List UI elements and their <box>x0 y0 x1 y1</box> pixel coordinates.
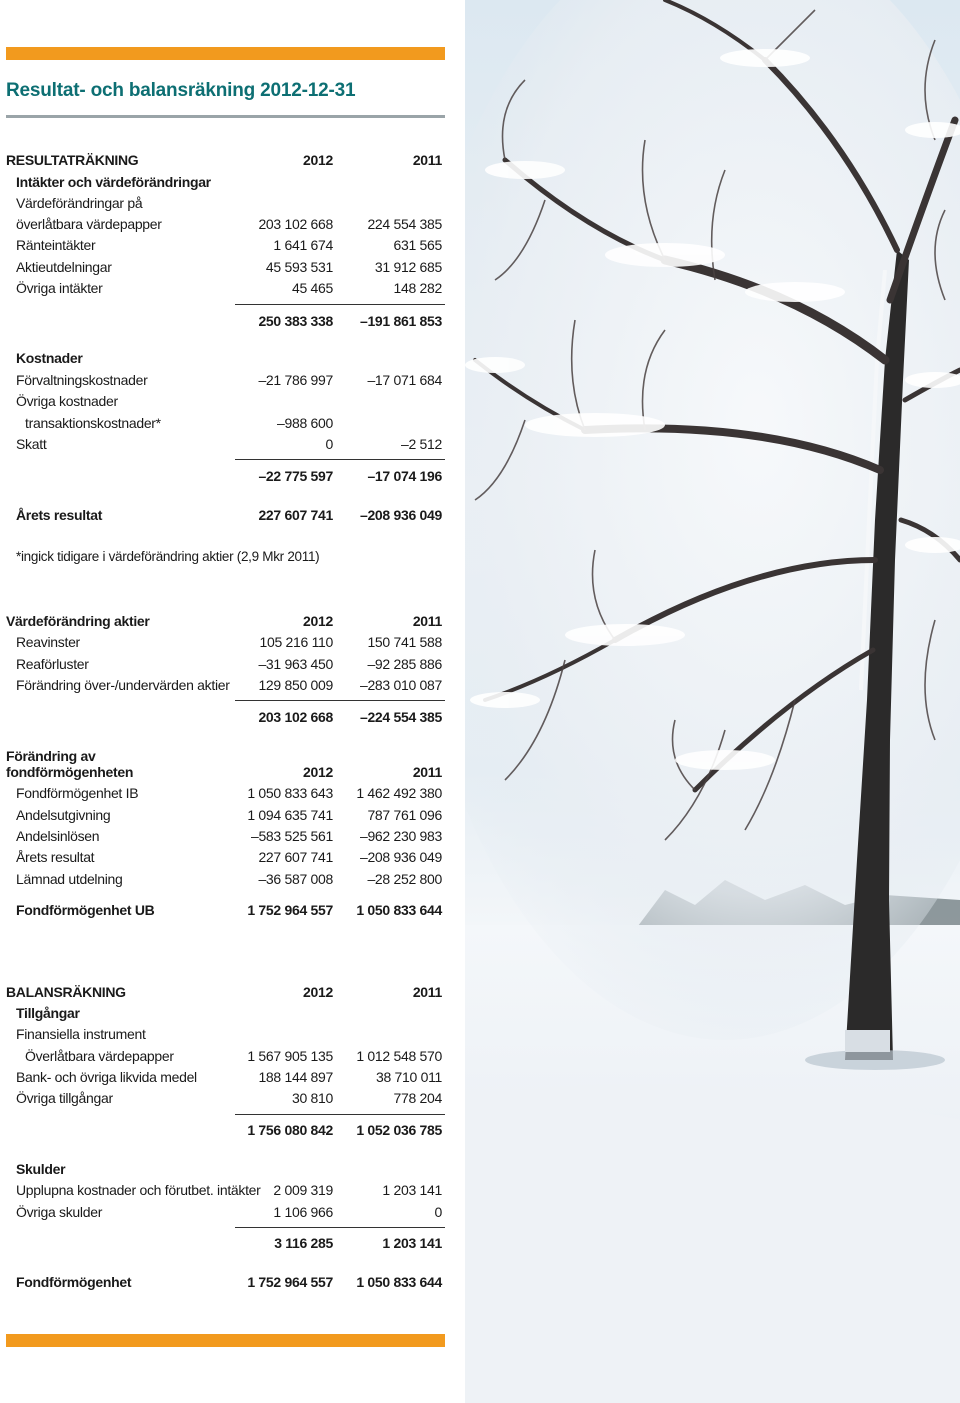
net-result-row <box>6 505 445 525</box>
fund-ub-row <box>6 900 445 920</box>
table-row <box>6 235 445 255</box>
row-label: Bank- och övriga likvida medel <box>16 1069 197 1085</box>
year-col-1: 2012 <box>303 764 333 780</box>
value-2012: 227 607 741 <box>258 849 333 865</box>
bottom-accent-bar <box>6 1334 445 1347</box>
row-label: Ränteintäkter <box>16 237 96 253</box>
table-row <box>6 214 445 234</box>
value-2011: –28 252 800 <box>367 871 442 887</box>
table-row <box>6 413 445 433</box>
value-2011: 1 012 548 570 <box>356 1048 442 1064</box>
table-row <box>6 1180 445 1200</box>
income-subheading <box>6 172 445 192</box>
value-2012: 1 567 905 135 <box>247 1048 333 1064</box>
value-2012: 203 102 668 <box>258 216 333 232</box>
value-changes-label-row <box>6 193 445 213</box>
sum-rule <box>235 1227 445 1228</box>
row-label: Värdeförändringar på <box>16 195 143 211</box>
table-row <box>6 257 445 277</box>
year-col-1: 2012 <box>303 613 333 629</box>
page-title: Resultat- och balansräkning 2012-12-31 <box>6 80 356 101</box>
table-row <box>6 1067 445 1087</box>
snowy-tree-illustration <box>465 0 960 1403</box>
assets-sum-row <box>6 1120 445 1140</box>
table-row <box>6 434 445 454</box>
sum-rule <box>235 304 445 305</box>
row-label: Förändring över-/undervärden aktier <box>16 677 230 693</box>
value-2012: 1 641 674 <box>273 237 333 253</box>
value-2011: –92 285 886 <box>367 656 442 672</box>
value-2011: –17 071 684 <box>367 372 442 388</box>
value-2012: 30 810 <box>291 1090 333 1106</box>
row-label: Reaförluster <box>16 656 89 672</box>
value-2011: –224 554 385 <box>359 709 442 725</box>
row-label: Andelsutgivning <box>16 807 111 823</box>
row-label: Fondförmögenhet IB <box>16 785 139 801</box>
table-row <box>6 654 445 674</box>
assets-heading <box>6 1003 445 1023</box>
sum-rule <box>235 700 445 701</box>
row-label: Överlåtbara värdepapper <box>25 1048 174 1064</box>
top-accent-bar <box>6 47 445 60</box>
table-row <box>6 1202 445 1222</box>
value-2011: –17 074 196 <box>367 468 442 484</box>
balance-sheet-header <box>6 982 445 1002</box>
row-label: Övriga kostnader <box>16 393 118 409</box>
value-2012: 188 144 897 <box>258 1069 333 1085</box>
year-col-2: 2011 <box>412 152 442 168</box>
section-heading: BALANSRÄKNING <box>6 984 126 1000</box>
value-2012: 1 756 080 842 <box>247 1122 333 1138</box>
share-value-change-header <box>6 611 445 631</box>
value-2011: 0 <box>434 1204 442 1220</box>
value-2011: –208 936 049 <box>359 849 442 865</box>
table-row <box>6 783 445 803</box>
row-label: Årets resultat <box>16 849 95 865</box>
table-row <box>6 805 445 825</box>
row-label: Finansiella instrument <box>16 1026 146 1042</box>
value-2012: 129 850 009 <box>258 677 333 693</box>
value-2011: 1 050 833 644 <box>356 1274 442 1290</box>
table-row <box>6 1088 445 1108</box>
value-2012: 1 752 964 557 <box>247 902 333 918</box>
value-2011: –283 010 087 <box>359 677 442 693</box>
footnote-text: *ingick tidigare i värdeförändring aktier (2,9 Mkr 2011) <box>16 549 320 564</box>
row-label: Årets resultat <box>16 507 103 523</box>
liabilities-sum-row <box>6 1233 445 1253</box>
value-2012: –988 600 <box>277 415 333 431</box>
value-2012: 250 383 338 <box>258 313 333 329</box>
value-2012: 1 094 635 741 <box>247 807 333 823</box>
table-row <box>6 826 445 846</box>
value-2011: 1 050 833 644 <box>356 902 442 918</box>
year-col-1: 2012 <box>303 152 333 168</box>
row-label: Lämnad utdelning <box>16 871 123 887</box>
value-2012: –22 775 597 <box>258 468 333 484</box>
section-heading: RESULTATRÄKNING <box>6 152 139 168</box>
value-2011: –191 861 853 <box>359 313 442 329</box>
value-2012: –21 786 997 <box>258 372 333 388</box>
snowy-tree-photo <box>465 0 960 1403</box>
costs-heading <box>6 348 445 368</box>
value-2012: 2 009 319 <box>273 1182 333 1198</box>
liabilities-heading <box>6 1159 445 1179</box>
row-label: Skulder <box>16 1161 66 1177</box>
footnote <box>6 547 445 567</box>
share-value-sum-row <box>6 707 445 727</box>
value-2012: 203 102 668 <box>258 709 333 725</box>
value-2011: 631 565 <box>393 237 442 253</box>
row-label: överlåtbara värdepapper <box>16 216 162 232</box>
value-2011: 150 741 588 <box>367 634 442 650</box>
value-2012: –583 525 561 <box>250 828 333 844</box>
row-label: Förvaltningskostnader <box>16 372 148 388</box>
value-2012: 227 607 741 <box>258 507 333 523</box>
row-label: Övriga skulder <box>16 1204 103 1220</box>
row-label: Skatt <box>16 436 47 452</box>
value-2011: 787 761 096 <box>367 807 442 823</box>
row-label: Fondförmögenhet UB <box>16 902 155 918</box>
row-label: Aktieutdelningar <box>16 259 112 275</box>
value-2012: 105 216 110 <box>259 634 333 650</box>
row-label: transaktionskostnader* <box>25 415 161 431</box>
table-row <box>6 1046 445 1066</box>
value-2011: 148 282 <box>393 280 442 296</box>
value-2011: –962 230 983 <box>359 828 442 844</box>
value-2012: –31 963 450 <box>258 656 333 672</box>
section-heading: fondförmögenheten <box>6 764 134 780</box>
row-label: Andelsinlösen <box>16 828 100 844</box>
table-row <box>6 847 445 867</box>
value-2011: 1 203 141 <box>382 1182 442 1198</box>
table-row <box>6 675 445 695</box>
value-2011: 1 203 141 <box>382 1235 442 1251</box>
value-2011: 1 462 492 380 <box>356 785 442 801</box>
table-row <box>6 869 445 889</box>
year-col-1: 2012 <box>303 984 333 1000</box>
fund-assets-row <box>6 1272 445 1292</box>
year-col-2: 2011 <box>412 613 442 629</box>
year-col-2: 2011 <box>412 764 442 780</box>
title-divider <box>6 115 445 118</box>
value-2012: 1 752 964 557 <box>247 1274 333 1290</box>
costs-sum-row <box>6 466 445 486</box>
financial-instruments-label-row <box>6 1024 445 1044</box>
row-label: Övriga tillgångar <box>16 1090 113 1106</box>
year-col-2: 2011 <box>412 984 442 1000</box>
row-label: Reavinster <box>16 634 80 650</box>
other-costs-label-row <box>6 391 445 411</box>
value-2011: 31 912 685 <box>374 259 442 275</box>
income-statement-header <box>6 150 445 170</box>
value-2012: 45 593 531 <box>265 259 333 275</box>
row-label: Kostnader <box>16 350 83 366</box>
row-label: Övriga intäkter <box>16 280 103 296</box>
table-row <box>6 632 445 652</box>
value-2011: 778 204 <box>393 1090 442 1106</box>
value-2011: –2 512 <box>400 436 442 452</box>
row-label: Intäkter och värdeförändringar <box>16 174 211 190</box>
value-2012: –36 587 008 <box>258 871 333 887</box>
section-heading: Förändring av <box>6 748 96 764</box>
value-2011: –208 936 049 <box>359 507 442 523</box>
table-row <box>6 278 445 298</box>
value-2011: 38 710 011 <box>375 1069 442 1085</box>
sum-rule <box>235 459 445 460</box>
row-label: Fondförmögenhet <box>16 1274 132 1290</box>
sum-rule <box>235 1114 445 1115</box>
value-2011: 224 554 385 <box>367 216 442 232</box>
value-2012: 1 050 833 643 <box>247 785 333 801</box>
value-2012: 45 465 <box>291 280 333 296</box>
table-row <box>6 370 445 390</box>
row-label: Upplupna kostnader och förutbet. intäkter <box>16 1182 261 1198</box>
row-label: Tillgångar <box>16 1005 80 1021</box>
value-2012: 0 <box>325 436 333 452</box>
section-heading: Värdeförändring aktier <box>6 613 150 629</box>
value-2011: 1 052 036 785 <box>356 1122 442 1138</box>
value-2012: 3 116 285 <box>274 1235 333 1251</box>
value-2012: 1 106 966 <box>273 1204 333 1220</box>
income-sum-row <box>6 311 445 331</box>
fund-change-header <box>6 762 445 782</box>
